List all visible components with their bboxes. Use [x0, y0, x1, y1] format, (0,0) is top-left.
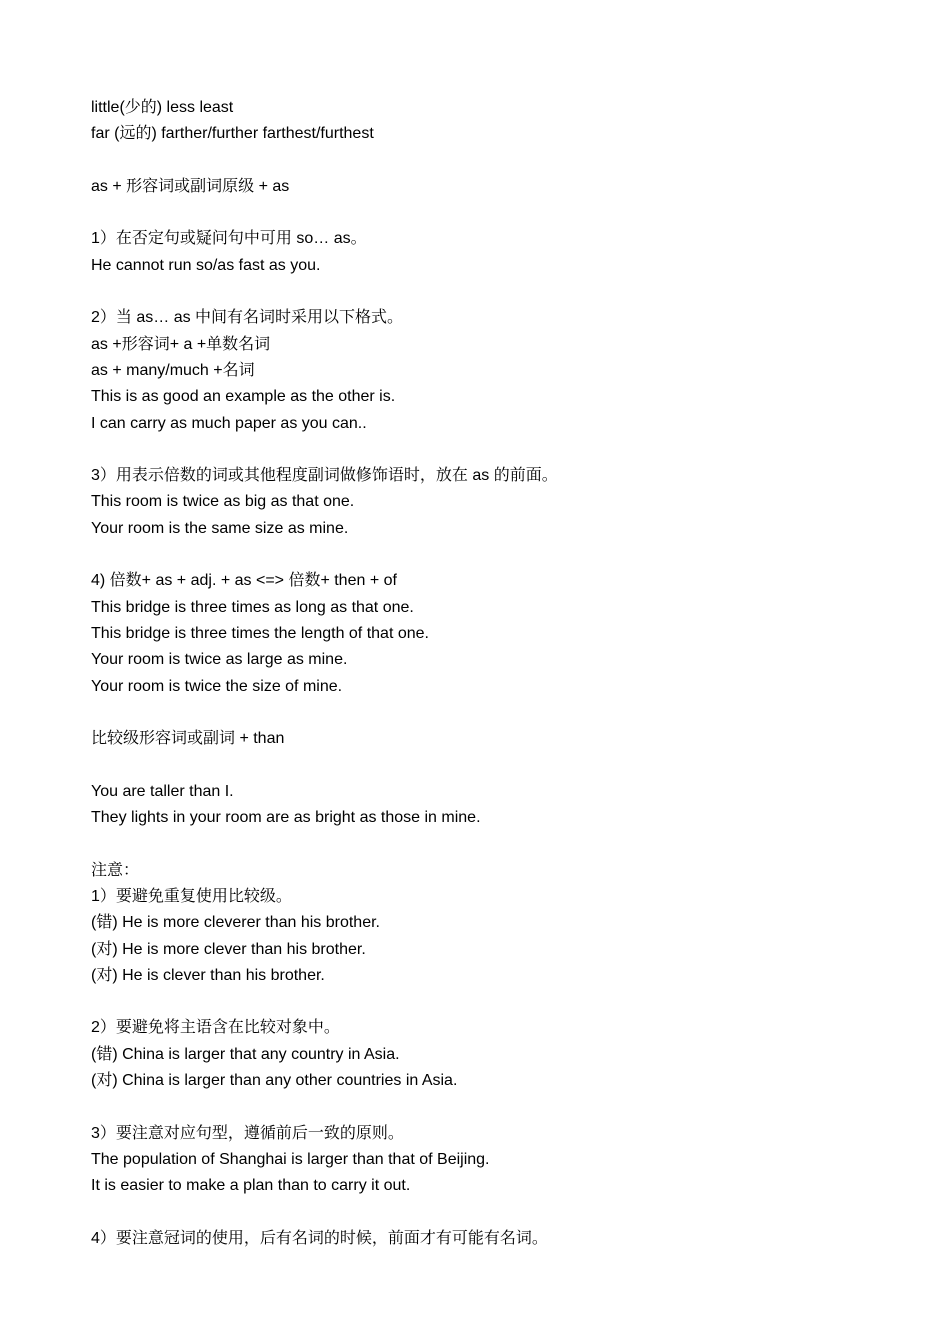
document-body: [91, 95, 891, 1252]
blank-line: [91, 1094, 891, 1120]
example-sentence: He cannot run so/as fast as you.: [91, 256, 321, 274]
rule-item: 1）要避免重复使用比较级。: [91, 887, 292, 905]
example-sentence: This room is twice as big as that one.: [91, 493, 355, 511]
example-sentence: (对) He is clever than his brother.: [91, 966, 325, 984]
blank-line: [91, 1199, 891, 1225]
rule-item: 3）要注意对应句型，遵循前后一致的原则。: [91, 1124, 404, 1142]
rule-item: 4) 倍数+ as + adj. + as <=> 倍数+ then + of: [91, 572, 397, 590]
rule-item: 2）当 as… as 中间有名词时采用以下格式。: [91, 309, 404, 327]
rule-item: 2）要避免将主语含在比较对象中。: [91, 1019, 340, 1037]
blank-line: [91, 542, 891, 568]
example-sentence: (对) He is more clever than his brother.: [91, 940, 366, 958]
blank-line: [91, 831, 891, 857]
example-sentence: It is easier to make a plan than to carry it out.: [91, 1177, 411, 1195]
note-heading: 注意：: [91, 861, 140, 879]
section-heading: 比较级形容词或副词 + than: [91, 730, 285, 748]
blank-line: [91, 989, 891, 1015]
example-sentence: Your room is the same size as mine.: [91, 519, 349, 537]
blank-line: [91, 148, 891, 174]
rule-item: 3）用表示倍数的词或其他程度副词做修饰语时，放在 as 的前面。: [91, 467, 558, 485]
example-sentence: This bridge is three times the length of that one.: [91, 624, 429, 642]
blank-line: [91, 700, 891, 726]
text-line: little(少的) less least: [91, 99, 234, 116]
example-sentence: You are taller than I.: [91, 782, 234, 800]
blank-line: [91, 752, 891, 778]
example-sentence: This is as good an example as the other is.: [91, 388, 396, 406]
blank-line: [91, 200, 891, 226]
example-sentence: Your room is twice the size of mine.: [91, 677, 343, 695]
rule-item: 4）要注意冠词的使用，后有名词的时候，前面才有可能有名词。: [91, 1229, 548, 1247]
example-sentence: I can carry as much paper as you can..: [91, 414, 367, 432]
pattern-line: as +形容词+ a +单数名词: [91, 335, 271, 353]
blank-line: [91, 437, 891, 463]
example-sentence: This bridge is three times as long as that one.: [91, 598, 414, 616]
example-sentence: (错) China is larger that any country in Asia.: [91, 1045, 400, 1063]
pattern-line: as + many/much +名词: [91, 361, 255, 379]
example-sentence: They lights in your room are as bright as those in mine.: [91, 809, 481, 827]
example-sentence: (错) He is more cleverer than his brother.: [91, 914, 380, 932]
section-heading: as + 形容词或副词原级 + as: [91, 177, 290, 195]
example-sentence: The population of Shanghai is larger than that of Beijing.: [91, 1150, 490, 1168]
blank-line: [91, 279, 891, 305]
rule-item: 1）在否定句或疑问句中可用 so… as。: [91, 230, 367, 248]
text-line: far (远的) farther/further farthest/furthest: [91, 125, 374, 143]
example-sentence: Your room is twice as large as mine.: [91, 651, 348, 669]
example-sentence: (对) China is larger than any other countries in Asia.: [91, 1071, 458, 1089]
